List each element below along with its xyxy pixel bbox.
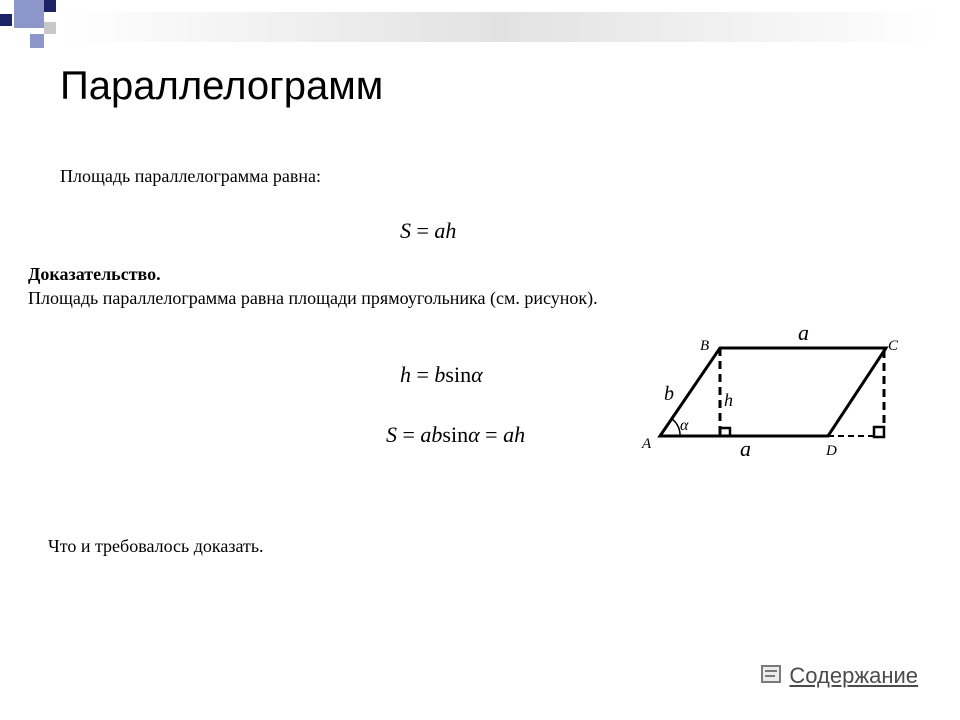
slide-title: Параллелограмм bbox=[60, 64, 384, 108]
formula-operator: = bbox=[479, 422, 504, 447]
side-label-left: b bbox=[664, 383, 674, 405]
decoration-square bbox=[44, 0, 56, 12]
decoration-square bbox=[44, 22, 56, 34]
formula-symbol: ab bbox=[420, 422, 443, 447]
vertex-label-d: D bbox=[826, 443, 837, 459]
decoration-square bbox=[0, 14, 12, 26]
formula-symbol: S bbox=[400, 218, 411, 243]
formula-function: sin bbox=[445, 362, 472, 387]
conclusion-text: Что и требовалось доказать. bbox=[48, 536, 264, 556]
intro-text: Площадь параллелограмма равна: bbox=[60, 166, 322, 186]
contents-link-label: Содержание bbox=[789, 662, 918, 688]
formula-symbol: α bbox=[468, 422, 480, 447]
vertex-label-c: C bbox=[888, 338, 899, 354]
formula-operator: = bbox=[411, 362, 435, 387]
vertex-label-b: B bbox=[700, 338, 710, 354]
side-label-top: a bbox=[798, 320, 809, 345]
formula-symbol: ah bbox=[434, 218, 457, 243]
proof-heading: Доказательство. bbox=[28, 264, 161, 284]
formula-symbol: α bbox=[471, 362, 483, 387]
formula-symbol: ah bbox=[503, 422, 526, 447]
proof-text: Площадь параллелограмма равна площади прямоугольника (см. рисунок). bbox=[28, 288, 598, 308]
formula-symbol: h bbox=[400, 362, 411, 387]
header-decoration-bar bbox=[60, 12, 940, 42]
formula-symbol: b bbox=[434, 362, 446, 387]
side-label-bottom: a bbox=[740, 436, 751, 461]
vertex-label-a: A bbox=[642, 436, 652, 452]
formula-operator: = bbox=[397, 422, 421, 447]
formula-area-derivation bbox=[386, 422, 525, 448]
decoration-square bbox=[14, 0, 44, 28]
formula-operator: = bbox=[411, 218, 435, 243]
angle-arc bbox=[672, 419, 680, 436]
formula-height bbox=[400, 362, 483, 388]
height-label: h bbox=[724, 390, 733, 410]
formula-symbol: S bbox=[386, 422, 397, 447]
parallelogram-figure bbox=[630, 320, 910, 470]
formula-area bbox=[400, 218, 456, 244]
angle-label: α bbox=[680, 417, 689, 434]
right-angle-mark bbox=[874, 427, 884, 437]
decoration-square bbox=[30, 34, 44, 48]
document-icon bbox=[759, 662, 785, 692]
parallelogram-shape bbox=[660, 348, 886, 436]
formula-function: sin bbox=[442, 422, 469, 447]
contents-link[interactable] bbox=[759, 662, 918, 692]
